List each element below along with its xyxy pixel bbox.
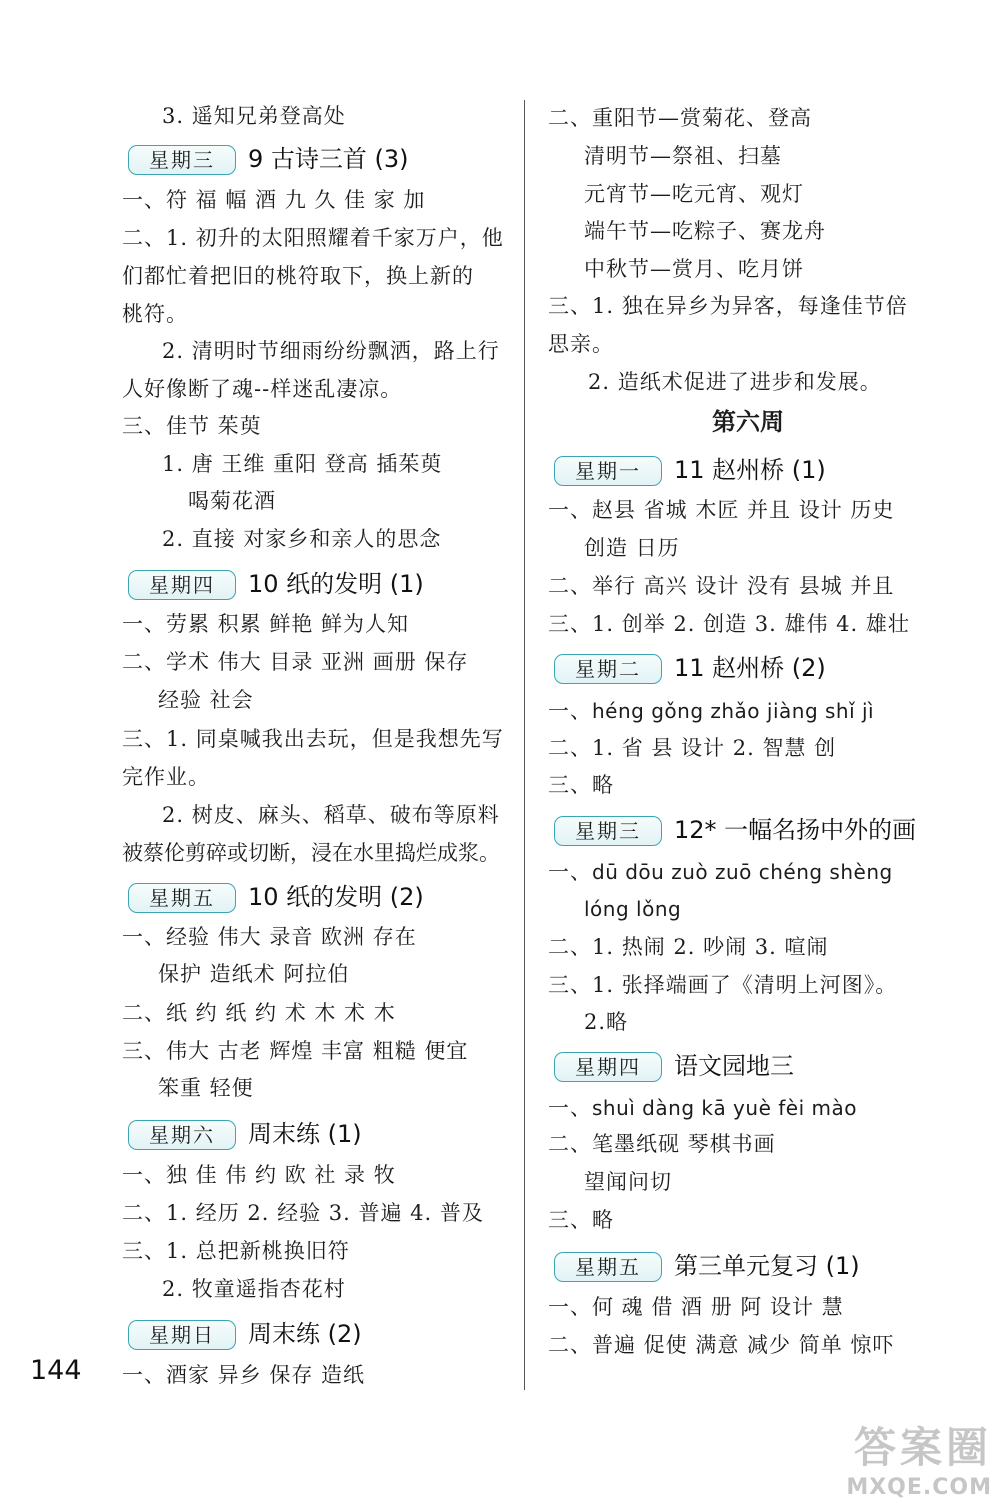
day-badge: 星期六 xyxy=(128,1120,236,1150)
answer-line xyxy=(548,696,874,726)
answer-line: 2. 直接 对家乡和亲人的思念 xyxy=(162,527,442,551)
answer-line: 二、纸 约 纸 约 术 木 术 木 xyxy=(122,1001,396,1025)
answer-line: 1. 唐 王维 重阳 登高 插茱萸 xyxy=(162,452,443,476)
answer-line: 二、1. 省 县 设计 2. 智慧 创 xyxy=(548,736,837,760)
day-badge: 星期日 xyxy=(128,1320,236,1350)
answer-line xyxy=(584,894,681,924)
answer-line: 二、重阳节—赏菊花、登高 xyxy=(548,106,812,130)
answer-line: 一、符 福 幅 酒 九 久 佳 家 加 xyxy=(122,188,426,212)
answer-line: 二、1. 经历 2. 经验 3. 普遍 4. 普及 xyxy=(122,1201,484,1225)
lesson-title: 周末练 (2) xyxy=(248,1320,362,1348)
answer-line: 2. 清明时节细雨纷纷飘洒，路上行 xyxy=(162,339,500,363)
answer-line: 2. 牧童遥指杏花村 xyxy=(162,1277,346,1301)
lesson-title: 语文园地三 xyxy=(674,1052,794,1080)
answer-line: 2. 树皮、麻头、稻草、破布等原料 xyxy=(162,803,500,827)
lesson-title: 12* 一幅名扬中外的画 xyxy=(674,816,917,844)
lesson-title: 10 纸的发明 (1) xyxy=(248,570,424,598)
answer-line: 清明节—祭祖、扫墓 xyxy=(584,144,782,168)
answer-line: 二、普遍 促使 满意 减少 简单 惊吓 xyxy=(548,1333,895,1357)
pinyin-text: héng gǒng zhǎo jiàng shǐ jì xyxy=(592,699,875,723)
day-badge: 星期四 xyxy=(554,1052,662,1082)
day-badge: 星期五 xyxy=(128,883,236,913)
answer-line: 喝菊花酒 xyxy=(188,489,276,513)
answer-line: 三、1. 张择端画了《清明上河图》。 xyxy=(548,973,898,997)
answer-line: 望闻问切 xyxy=(584,1170,672,1194)
answer-line: 一、经验 伟大 录音 欧洲 存在 xyxy=(122,925,417,949)
answer-line: 一、酒家 异乡 保存 造纸 xyxy=(122,1363,366,1387)
answer-line: 人好像断了魂--样迷乱凄凉。 xyxy=(122,377,403,401)
answer-line: 2. 造纸术促进了进步和发展。 xyxy=(588,370,882,394)
lesson-title: 11 赵州桥 (1) xyxy=(674,456,826,484)
pinyin-text: shuì dàng kā yuè fèi mào xyxy=(592,1096,857,1120)
answer-line: 三、略 xyxy=(548,1208,614,1232)
day-badge: 星期一 xyxy=(554,456,662,486)
pinyin-text: dū dōu zuò zuō chéng shèng xyxy=(592,860,893,884)
answer-line: 三、1. 创举 2. 创造 3. 雄伟 4. 雄壮 xyxy=(548,612,910,636)
answer-line: 创造 日历 xyxy=(584,536,680,560)
answer-line: 经验 社会 xyxy=(158,688,254,712)
day-badge: 星期四 xyxy=(128,570,236,600)
answer-prefix: 一、 xyxy=(548,1096,592,1120)
answer-line: 们都忙着把旧的桃符取下，换上新的 xyxy=(122,264,474,288)
lesson-title: 周末练 (1) xyxy=(248,1120,362,1148)
day-badge: 星期三 xyxy=(554,816,662,846)
answer-line: 保护 造纸术 阿拉伯 xyxy=(158,962,350,986)
answer-line xyxy=(548,1093,857,1123)
answer-line: 被蔡伦剪碎或切断，浸在水里捣烂成浆。 xyxy=(122,841,500,865)
answer-line xyxy=(548,857,893,887)
week-title: 第六周 xyxy=(712,408,784,436)
column-divider xyxy=(524,100,525,1390)
answer-line: 元宵节—吃元宵、观灯 xyxy=(584,182,804,206)
answer-line: 三、1. 总把新桃换旧符 xyxy=(122,1239,350,1263)
answer-line: 2.略 xyxy=(584,1010,629,1034)
answer-line: 笨重 轻便 xyxy=(158,1076,254,1100)
lesson-title: 10 纸的发明 (2) xyxy=(248,883,424,911)
answer-line: 三、略 xyxy=(548,773,614,797)
answer-line: 三、1. 独在异乡为异客，每逢佳节倍 xyxy=(548,294,908,318)
lesson-title: 9 古诗三首 (3) xyxy=(248,145,409,173)
watermark-main: 答案圈 xyxy=(853,1423,992,1472)
watermark-site: MXQE.COM xyxy=(846,1475,992,1500)
answer-line: 二、1. 热闹 2. 吵闹 3. 喧闹 xyxy=(548,935,829,959)
day-badge: 星期五 xyxy=(554,1252,662,1282)
answer-line: 三、佳节 茱萸 xyxy=(122,414,262,438)
answer-prefix: 一、 xyxy=(548,699,592,723)
answer-line: 二、1. 初升的太阳照耀着千家万户，他 xyxy=(122,226,504,250)
answer-line: 3. 遥知兄弟登高处 xyxy=(162,104,346,128)
answer-line: 一、何 魂 借 酒 册 阿 设计 慧 xyxy=(548,1295,844,1319)
answer-line: 桃符。 xyxy=(122,302,188,326)
answer-prefix: 一、 xyxy=(548,860,592,884)
lesson-title: 第三单元复习 (1) xyxy=(674,1252,860,1280)
answer-line: 端午节—吃粽子、赛龙舟 xyxy=(584,219,826,243)
answer-line: 中秋节—赏月、吃月饼 xyxy=(584,257,804,281)
answer-line: 一、赵县 省城 木匠 并且 设计 历史 xyxy=(548,498,895,522)
answer-line: 思亲。 xyxy=(548,332,614,356)
answer-line: 完作业。 xyxy=(122,765,210,789)
answer-line: 一、独 佳 伟 约 欧 社 录 牧 xyxy=(122,1163,396,1187)
answer-line: 三、伟大 古老 辉煌 丰富 粗糙 便宜 xyxy=(122,1039,469,1063)
answer-line: 一、劳累 积累 鲜艳 鲜为人知 xyxy=(122,612,410,636)
day-badge: 星期二 xyxy=(554,654,662,684)
answer-line: 二、笔墨纸砚 琴棋书画 xyxy=(548,1132,776,1156)
page-number: 144 xyxy=(30,1355,82,1386)
watermark-logo xyxy=(846,1415,992,1500)
answer-line: 二、举行 高兴 设计 没有 县城 并且 xyxy=(548,574,895,598)
lesson-title: 11 赵州桥 (2) xyxy=(674,654,826,682)
answer-line: 三、1. 同桌喊我出去玩，但是我想先写 xyxy=(122,727,504,751)
pinyin-text: lóng lǒng xyxy=(584,897,682,921)
answer-line: 二、学术 伟大 目录 亚洲 画册 保存 xyxy=(122,650,469,674)
day-badge: 星期三 xyxy=(128,145,236,175)
